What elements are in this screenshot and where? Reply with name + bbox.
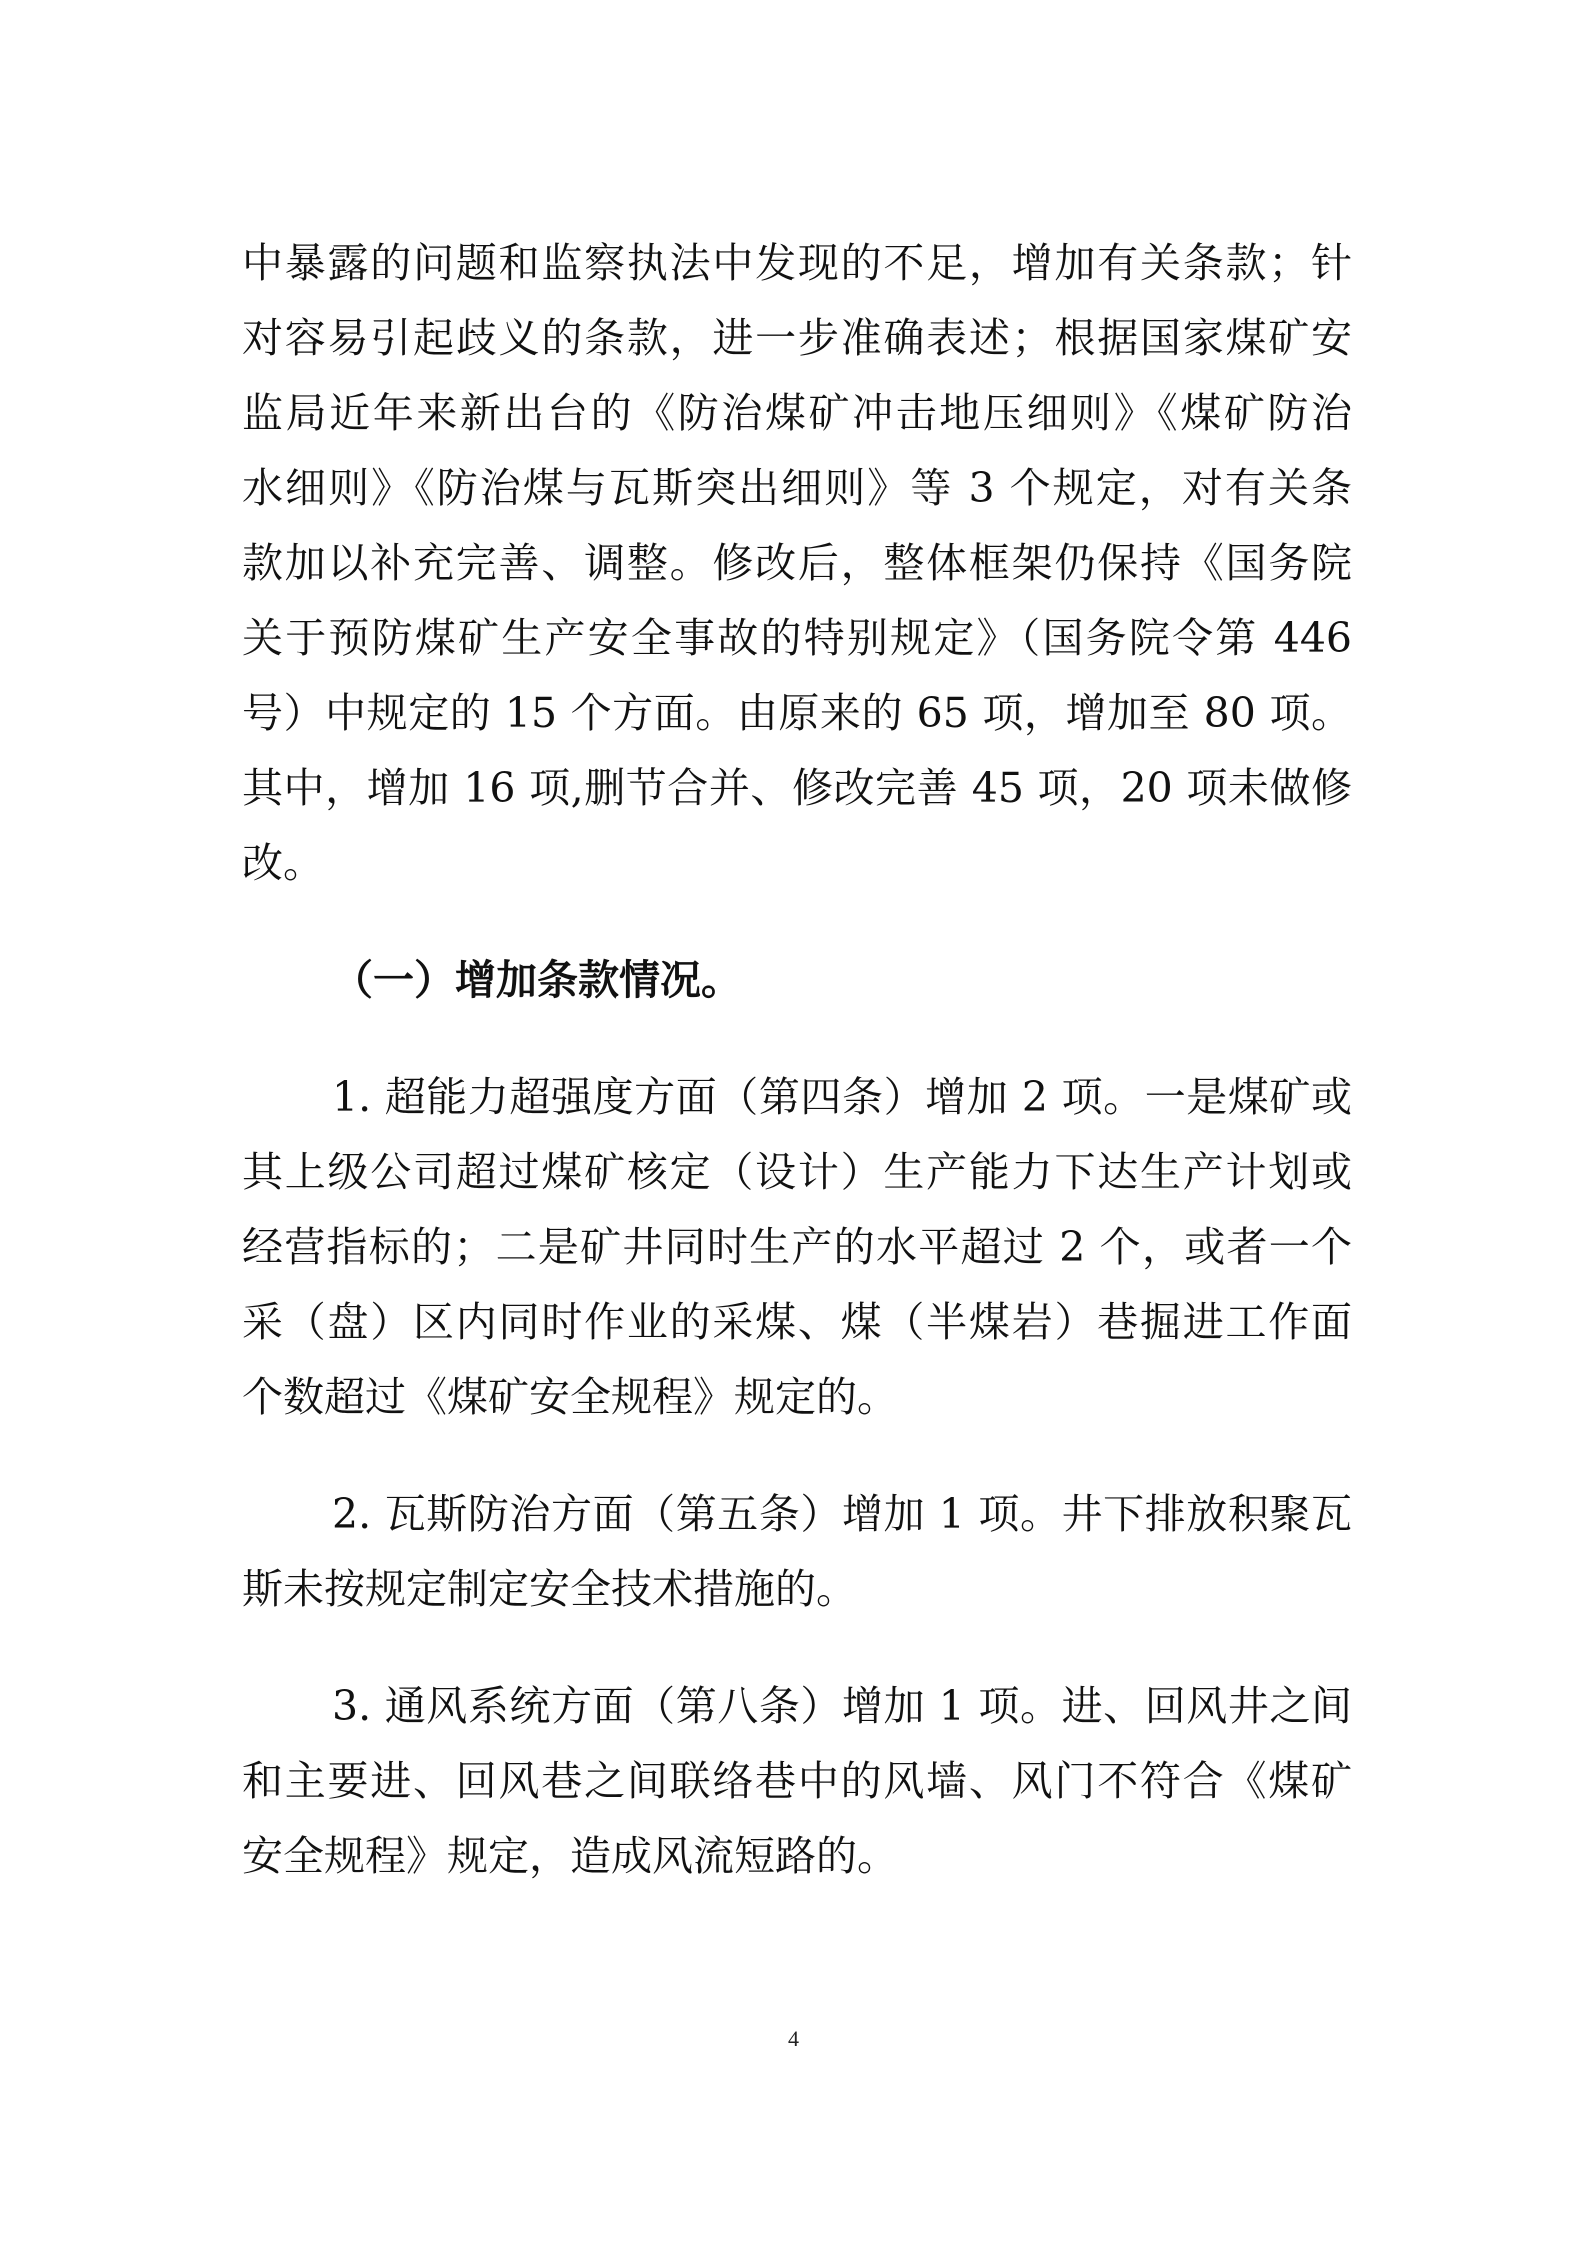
section-heading: （一）增加条款情况。 xyxy=(332,956,742,1004)
text-line: 中暴露的问题和监察执法中发现的不足，增加有关条款；针 xyxy=(242,239,1352,287)
text-line: 号）中规定的 15 个方面。由原来的 65 项，增加至 80 项。 xyxy=(242,689,1352,737)
text-line: 监局近年来新出台的《防治煤矿冲击地压细则》《煤矿防治 xyxy=(242,389,1352,437)
text-line: 斯未按规定制定安全技术措施的。 xyxy=(242,1565,857,1613)
text-line: 关于预防煤矿生产安全事故的特别规定》（国务院令第 446 xyxy=(242,614,1352,662)
text-line: 款加以补充完善、调整。修改后，整体框架仍保持《国务院 xyxy=(242,539,1352,587)
text-line: 水细则》《防治煤与瓦斯突出细则》等 3 个规定，对有关条 xyxy=(242,464,1352,512)
text-line: 安全规程》规定，造成风流短路的。 xyxy=(242,1832,898,1880)
text-line: 个数超过《煤矿安全规程》规定的。 xyxy=(242,1373,898,1421)
text-line: 其中，增加 16 项,删节合并、修改完善 45 项，20 项未做修 xyxy=(242,764,1352,812)
list-item-2 xyxy=(242,1477,1352,1627)
list-item-3 xyxy=(242,1669,1352,1894)
text-line: 1. 超能力超强度方面（第四条）增加 2 项。一是煤矿或 xyxy=(332,1073,1352,1121)
text-line: 和主要进、回风巷之间联络巷中的风墙、风门不符合《煤矿 xyxy=(242,1757,1352,1805)
text-line: 采（盘）区内同时作业的采煤、煤（半煤岩）巷掘进工作面 xyxy=(242,1298,1352,1346)
document-body xyxy=(242,226,1352,1894)
text-line: 对容易引起歧义的条款，进一步准确表述；根据国家煤矿安 xyxy=(242,314,1352,362)
text-line: 改。 xyxy=(242,839,324,887)
text-line: 经营指标的；二是矿井同时生产的水平超过 2 个，或者一个 xyxy=(242,1223,1352,1271)
page-number: 4 xyxy=(788,2026,799,2051)
text-line: 3. 通风系统方面（第八条）增加 1 项。进、回风井之间 xyxy=(332,1682,1352,1730)
text-line: 其上级公司超过煤矿核定（设计）生产能力下达生产计划或 xyxy=(242,1148,1352,1196)
intro-paragraph xyxy=(242,226,1352,901)
text-line: 2. 瓦斯防治方面（第五条）增加 1 项。井下排放积聚瓦 xyxy=(332,1490,1352,1538)
list-item-1 xyxy=(242,1060,1352,1435)
